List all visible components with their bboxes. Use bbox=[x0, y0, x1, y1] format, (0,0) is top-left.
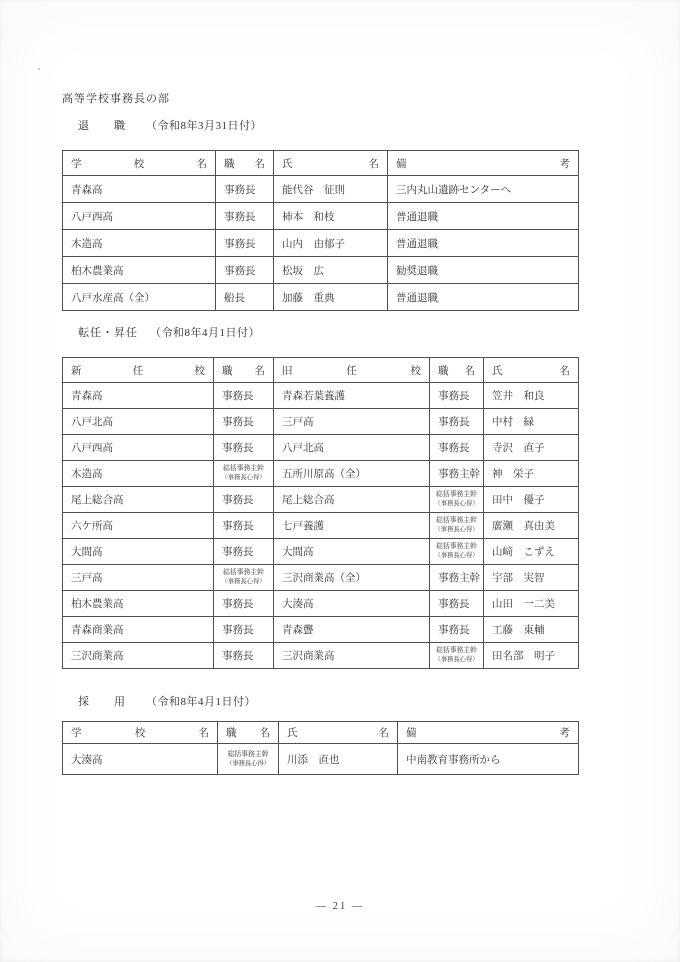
cell-new-role: 事務長 bbox=[214, 643, 274, 669]
cell-name: 能代谷 征則 bbox=[274, 176, 388, 203]
cell-old-role: 総括事務主幹 （事務長心得） bbox=[430, 539, 484, 565]
cell-old-school: 青森若葉養護 bbox=[274, 383, 430, 409]
cell-old-role: 事務長 bbox=[430, 435, 484, 461]
cell-old-school: 八戸北高 bbox=[274, 435, 430, 461]
cell-name: 中村 緑 bbox=[484, 409, 579, 435]
table-header-row bbox=[63, 358, 579, 383]
col-header-new-role: 職名 bbox=[214, 358, 274, 383]
cell-old-role: 事務長 bbox=[430, 383, 484, 409]
col-header-school: 学校名 bbox=[63, 722, 218, 744]
cell-role: 事務長 bbox=[216, 230, 274, 257]
cell-old-role: 総括事務主幹 （事務長心得） bbox=[430, 513, 484, 539]
table-row bbox=[63, 257, 579, 284]
cell-old-school: 七戸養護 bbox=[274, 513, 430, 539]
cell-new-role: 事務長 bbox=[214, 617, 274, 643]
table-row bbox=[63, 539, 579, 565]
cell-role: 事務長 bbox=[216, 176, 274, 203]
cell-old-school: 三沢商業高（全） bbox=[274, 565, 430, 591]
cell-school: 大湊高 bbox=[63, 744, 218, 775]
scan-speck bbox=[38, 68, 40, 70]
cell-new-school: 大間高 bbox=[63, 539, 214, 565]
cell-name: 柿本 和枝 bbox=[274, 203, 388, 230]
cell-new-school: 六ケ所高 bbox=[63, 513, 214, 539]
cell-note: 普通退職 bbox=[388, 230, 579, 257]
transfer-table bbox=[62, 357, 579, 669]
cell-new-role: 事務長 bbox=[214, 487, 274, 513]
cell-new-role: 総括事務主幹 （事務長心得） bbox=[214, 461, 274, 487]
cell-name: 山﨑 こずえ bbox=[484, 539, 579, 565]
cell-name: 山内 由郁子 bbox=[274, 230, 388, 257]
table-row bbox=[63, 284, 579, 311]
table-header-row bbox=[63, 722, 579, 744]
cell-old-school: 五所川原高（全） bbox=[274, 461, 430, 487]
section-label: 採 用 bbox=[78, 696, 126, 708]
cell-new-school: 青森高 bbox=[63, 383, 214, 409]
col-header-new-school: 新任校 bbox=[63, 358, 214, 383]
cell-name: 神 栄子 bbox=[484, 461, 579, 487]
cell-name: 宇部 実智 bbox=[484, 565, 579, 591]
cell-old-role: 総括事務主幹 （事務長心得） bbox=[430, 487, 484, 513]
cell-old-role: 事務主幹 bbox=[430, 461, 484, 487]
cell-name: 田中 優子 bbox=[484, 487, 579, 513]
cell-old-role: 事務主幹 bbox=[430, 565, 484, 591]
cell-role: 船長 bbox=[216, 284, 274, 311]
cell-old-role: 事務長 bbox=[430, 409, 484, 435]
cell-new-school: 木造高 bbox=[63, 461, 214, 487]
page-title: 高等学校事務長の部 bbox=[62, 93, 170, 105]
section-date: （令和8年3月31日付） bbox=[146, 120, 262, 132]
cell-old-school: 尾上総合高 bbox=[274, 487, 430, 513]
cell-school: 柏木農業高 bbox=[63, 257, 216, 284]
cell-old-role: 事務長 bbox=[430, 617, 484, 643]
col-header-name: 氏名 bbox=[279, 722, 398, 744]
cell-note: 普通退職 bbox=[388, 203, 579, 230]
cell-name: 松坂 広 bbox=[274, 257, 388, 284]
col-header-name: 氏名 bbox=[484, 358, 579, 383]
table-row bbox=[63, 487, 579, 513]
cell-new-role: 事務長 bbox=[214, 409, 274, 435]
table-row bbox=[63, 435, 579, 461]
cell-old-role: 総括事務主幹 （事務長心得） bbox=[430, 643, 484, 669]
cell-note: 勧奨退職 bbox=[388, 257, 579, 284]
col-header-role: 職名 bbox=[216, 151, 274, 176]
section-label: 転任・昇任 bbox=[78, 327, 138, 339]
table-row bbox=[63, 230, 579, 257]
table-row bbox=[63, 513, 579, 539]
cell-new-role: 総括事務主幹 （事務長心得） bbox=[214, 565, 274, 591]
page-number: — 21 — bbox=[315, 901, 365, 912]
cell-name: 加藤 重典 bbox=[274, 284, 388, 311]
retirement-table bbox=[62, 150, 579, 311]
cell-old-role: 事務長 bbox=[430, 591, 484, 617]
section-label: 退 職 bbox=[78, 120, 126, 132]
section-date: （令和8年4月1日付） bbox=[150, 327, 260, 339]
cell-old-school: 三戸高 bbox=[274, 409, 430, 435]
cell-new-school: 柏木農業高 bbox=[63, 591, 214, 617]
cell-name: 工藤 東輔 bbox=[484, 617, 579, 643]
section-heading-transfer bbox=[78, 324, 260, 340]
cell-old-school: 青森聾 bbox=[274, 617, 430, 643]
cell-new-role: 事務長 bbox=[214, 513, 274, 539]
cell-name: 寺沢 直子 bbox=[484, 435, 579, 461]
col-header-old-role: 職名 bbox=[430, 358, 484, 383]
cell-name: 田名部 明子 bbox=[484, 643, 579, 669]
cell-new-school: 八戸北高 bbox=[63, 409, 214, 435]
table-row bbox=[63, 203, 579, 230]
table-row bbox=[63, 617, 579, 643]
cell-new-school: 尾上総合高 bbox=[63, 487, 214, 513]
hiring-table bbox=[62, 721, 579, 775]
cell-school: 八戸水産高（全） bbox=[63, 284, 216, 311]
section-heading-hiring bbox=[78, 693, 256, 709]
table-row bbox=[63, 591, 579, 617]
cell-name: 山田 一二美 bbox=[484, 591, 579, 617]
table-row bbox=[63, 176, 579, 203]
cell-new-role: 事務長 bbox=[214, 591, 274, 617]
cell-role: 事務長 bbox=[216, 257, 274, 284]
cell-old-school: 三沢商業高 bbox=[274, 643, 430, 669]
col-header-role: 職名 bbox=[218, 722, 279, 744]
cell-school: 八戸西高 bbox=[63, 203, 216, 230]
cell-note: 中南教育事務所から bbox=[398, 744, 579, 775]
cell-note: 普通退職 bbox=[388, 284, 579, 311]
cell-new-role: 事務長 bbox=[214, 539, 274, 565]
table-row bbox=[63, 744, 579, 775]
cell-school: 木造高 bbox=[63, 230, 216, 257]
col-header-old-school: 旧任校 bbox=[274, 358, 430, 383]
col-header-note: 備考 bbox=[398, 722, 579, 744]
cell-old-school: 大間高 bbox=[274, 539, 430, 565]
cell-name: 廣瀬 真由美 bbox=[484, 513, 579, 539]
table-row bbox=[63, 643, 579, 669]
cell-role: 事務長 bbox=[216, 203, 274, 230]
col-header-note: 備考 bbox=[388, 151, 579, 176]
cell-name: 川添 直也 bbox=[279, 744, 398, 775]
section-heading-retirement bbox=[78, 117, 262, 133]
table-row bbox=[63, 409, 579, 435]
table-header-row bbox=[63, 151, 579, 176]
cell-name: 笠井 和良 bbox=[484, 383, 579, 409]
table-row bbox=[63, 565, 579, 591]
cell-new-school: 八戸西高 bbox=[63, 435, 214, 461]
section-date: （令和8年4月1日付） bbox=[146, 696, 256, 708]
cell-new-role: 事務長 bbox=[214, 383, 274, 409]
cell-school: 青森高 bbox=[63, 176, 216, 203]
table-row bbox=[63, 383, 579, 409]
cell-old-school: 大湊高 bbox=[274, 591, 430, 617]
table-row bbox=[63, 461, 579, 487]
col-header-name: 氏名 bbox=[274, 151, 388, 176]
cell-new-school: 三戸高 bbox=[63, 565, 214, 591]
cell-new-school: 三沢商業高 bbox=[63, 643, 214, 669]
cell-role: 総括事務主幹 （事務長心得） bbox=[218, 744, 279, 775]
cell-note: 三内丸山遺跡センターへ bbox=[388, 176, 579, 203]
cell-new-school: 青森商業高 bbox=[63, 617, 214, 643]
col-header-school: 学校名 bbox=[63, 151, 216, 176]
cell-new-role: 事務長 bbox=[214, 435, 274, 461]
